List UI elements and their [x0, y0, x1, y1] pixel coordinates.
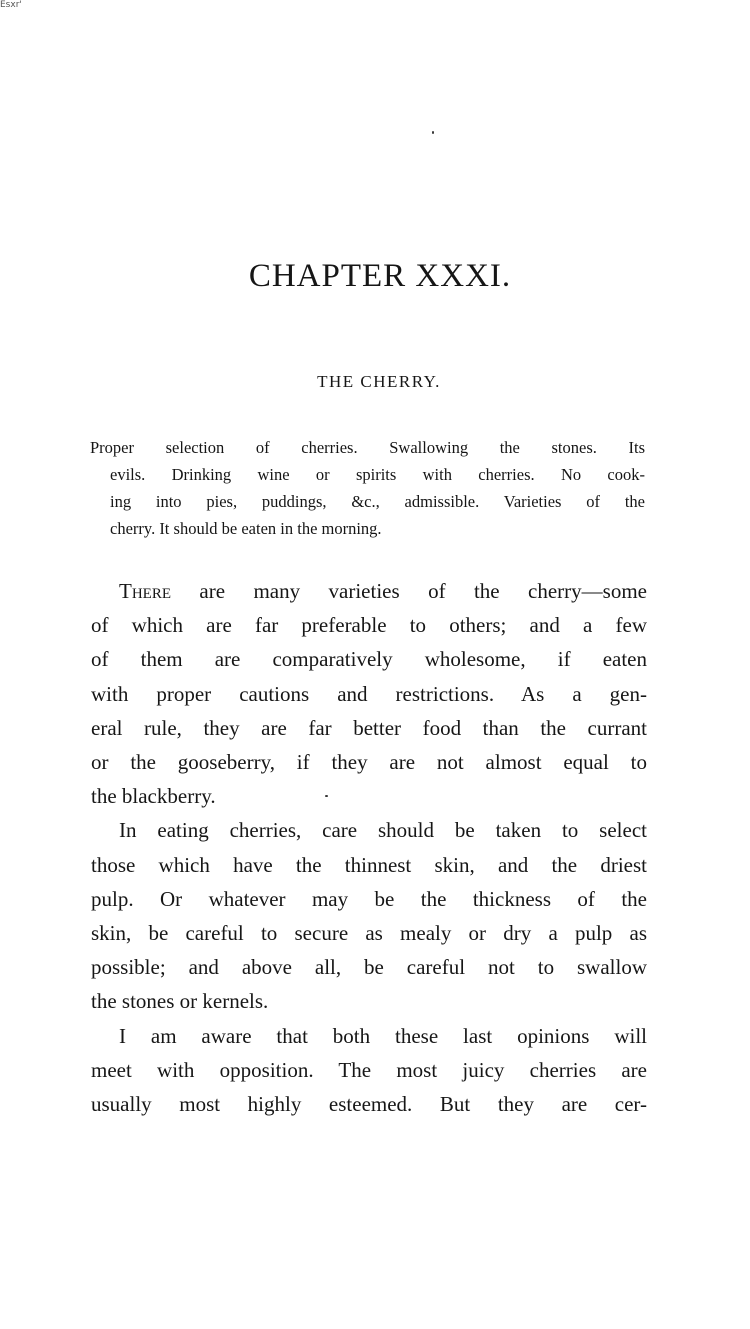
paragraph-3-line: I am aware that both these last opinions will — [119, 1023, 647, 1048]
synopsis-line: ing into pies, puddings, &c., admissible. Varieties of the — [110, 492, 645, 511]
paragraph-2-line: possible; and above all, be careful not to swallow — [91, 955, 647, 980]
paragraph-1-line: with proper cautions and restrictions. As a gen- — [91, 681, 647, 706]
chapter-title: CHAPTER XXXI. — [248, 258, 512, 294]
paragraph-2-line: In eating cherries, care should be taken to select — [119, 818, 647, 843]
paragraph-1-line: of them are comparatively wholesome, if eaten — [91, 647, 647, 672]
paragraph-2-line: pulp. Or whatever may be the thickness of the — [91, 886, 647, 911]
paragraph-1-line: the blackberry. — [91, 784, 216, 809]
corner-mark: Esxr' — [0, 0, 22, 10]
synopsis-line: cherry. It should be eaten in the morning. — [110, 519, 382, 538]
paragraph-1-line — [91, 574, 647, 608]
drop-word: There — [119, 579, 171, 603]
chapter-synopsis — [90, 434, 645, 542]
paragraph-2-line: those which have the thinnest skin, and the driest — [91, 852, 647, 877]
paragraph-3-line: meet with opposition. The most juicy cherries are — [91, 1057, 647, 1082]
paragraph-2-line: skin, be careful to secure as mealy or dry a pulp as — [91, 921, 647, 946]
paragraph-1-line: of which are far preferable to others; and a few — [91, 613, 647, 638]
paragraph-1-line: or the gooseberry, if they are not almost equal to — [91, 750, 647, 775]
ink-speck — [432, 131, 434, 134]
synopsis-line: Proper selection of cherries. Swallowing the stones. Its — [90, 438, 645, 457]
paragraph-3-line: usually most highly esteemed. But they are cer- — [91, 1092, 647, 1117]
paragraph-2-line: the stones or kernels. — [91, 989, 269, 1014]
paragraph-1-line-rest: are many varieties of the cherry—some — [171, 579, 647, 603]
paragraph-1-line: eral rule, they are far better food than the currant — [91, 715, 647, 740]
section-title: THE CHERRY. — [317, 372, 441, 391]
body-text — [91, 574, 647, 1121]
synopsis-line: evils. Drinking wine or spirits with cherries. No cook- — [110, 465, 645, 484]
